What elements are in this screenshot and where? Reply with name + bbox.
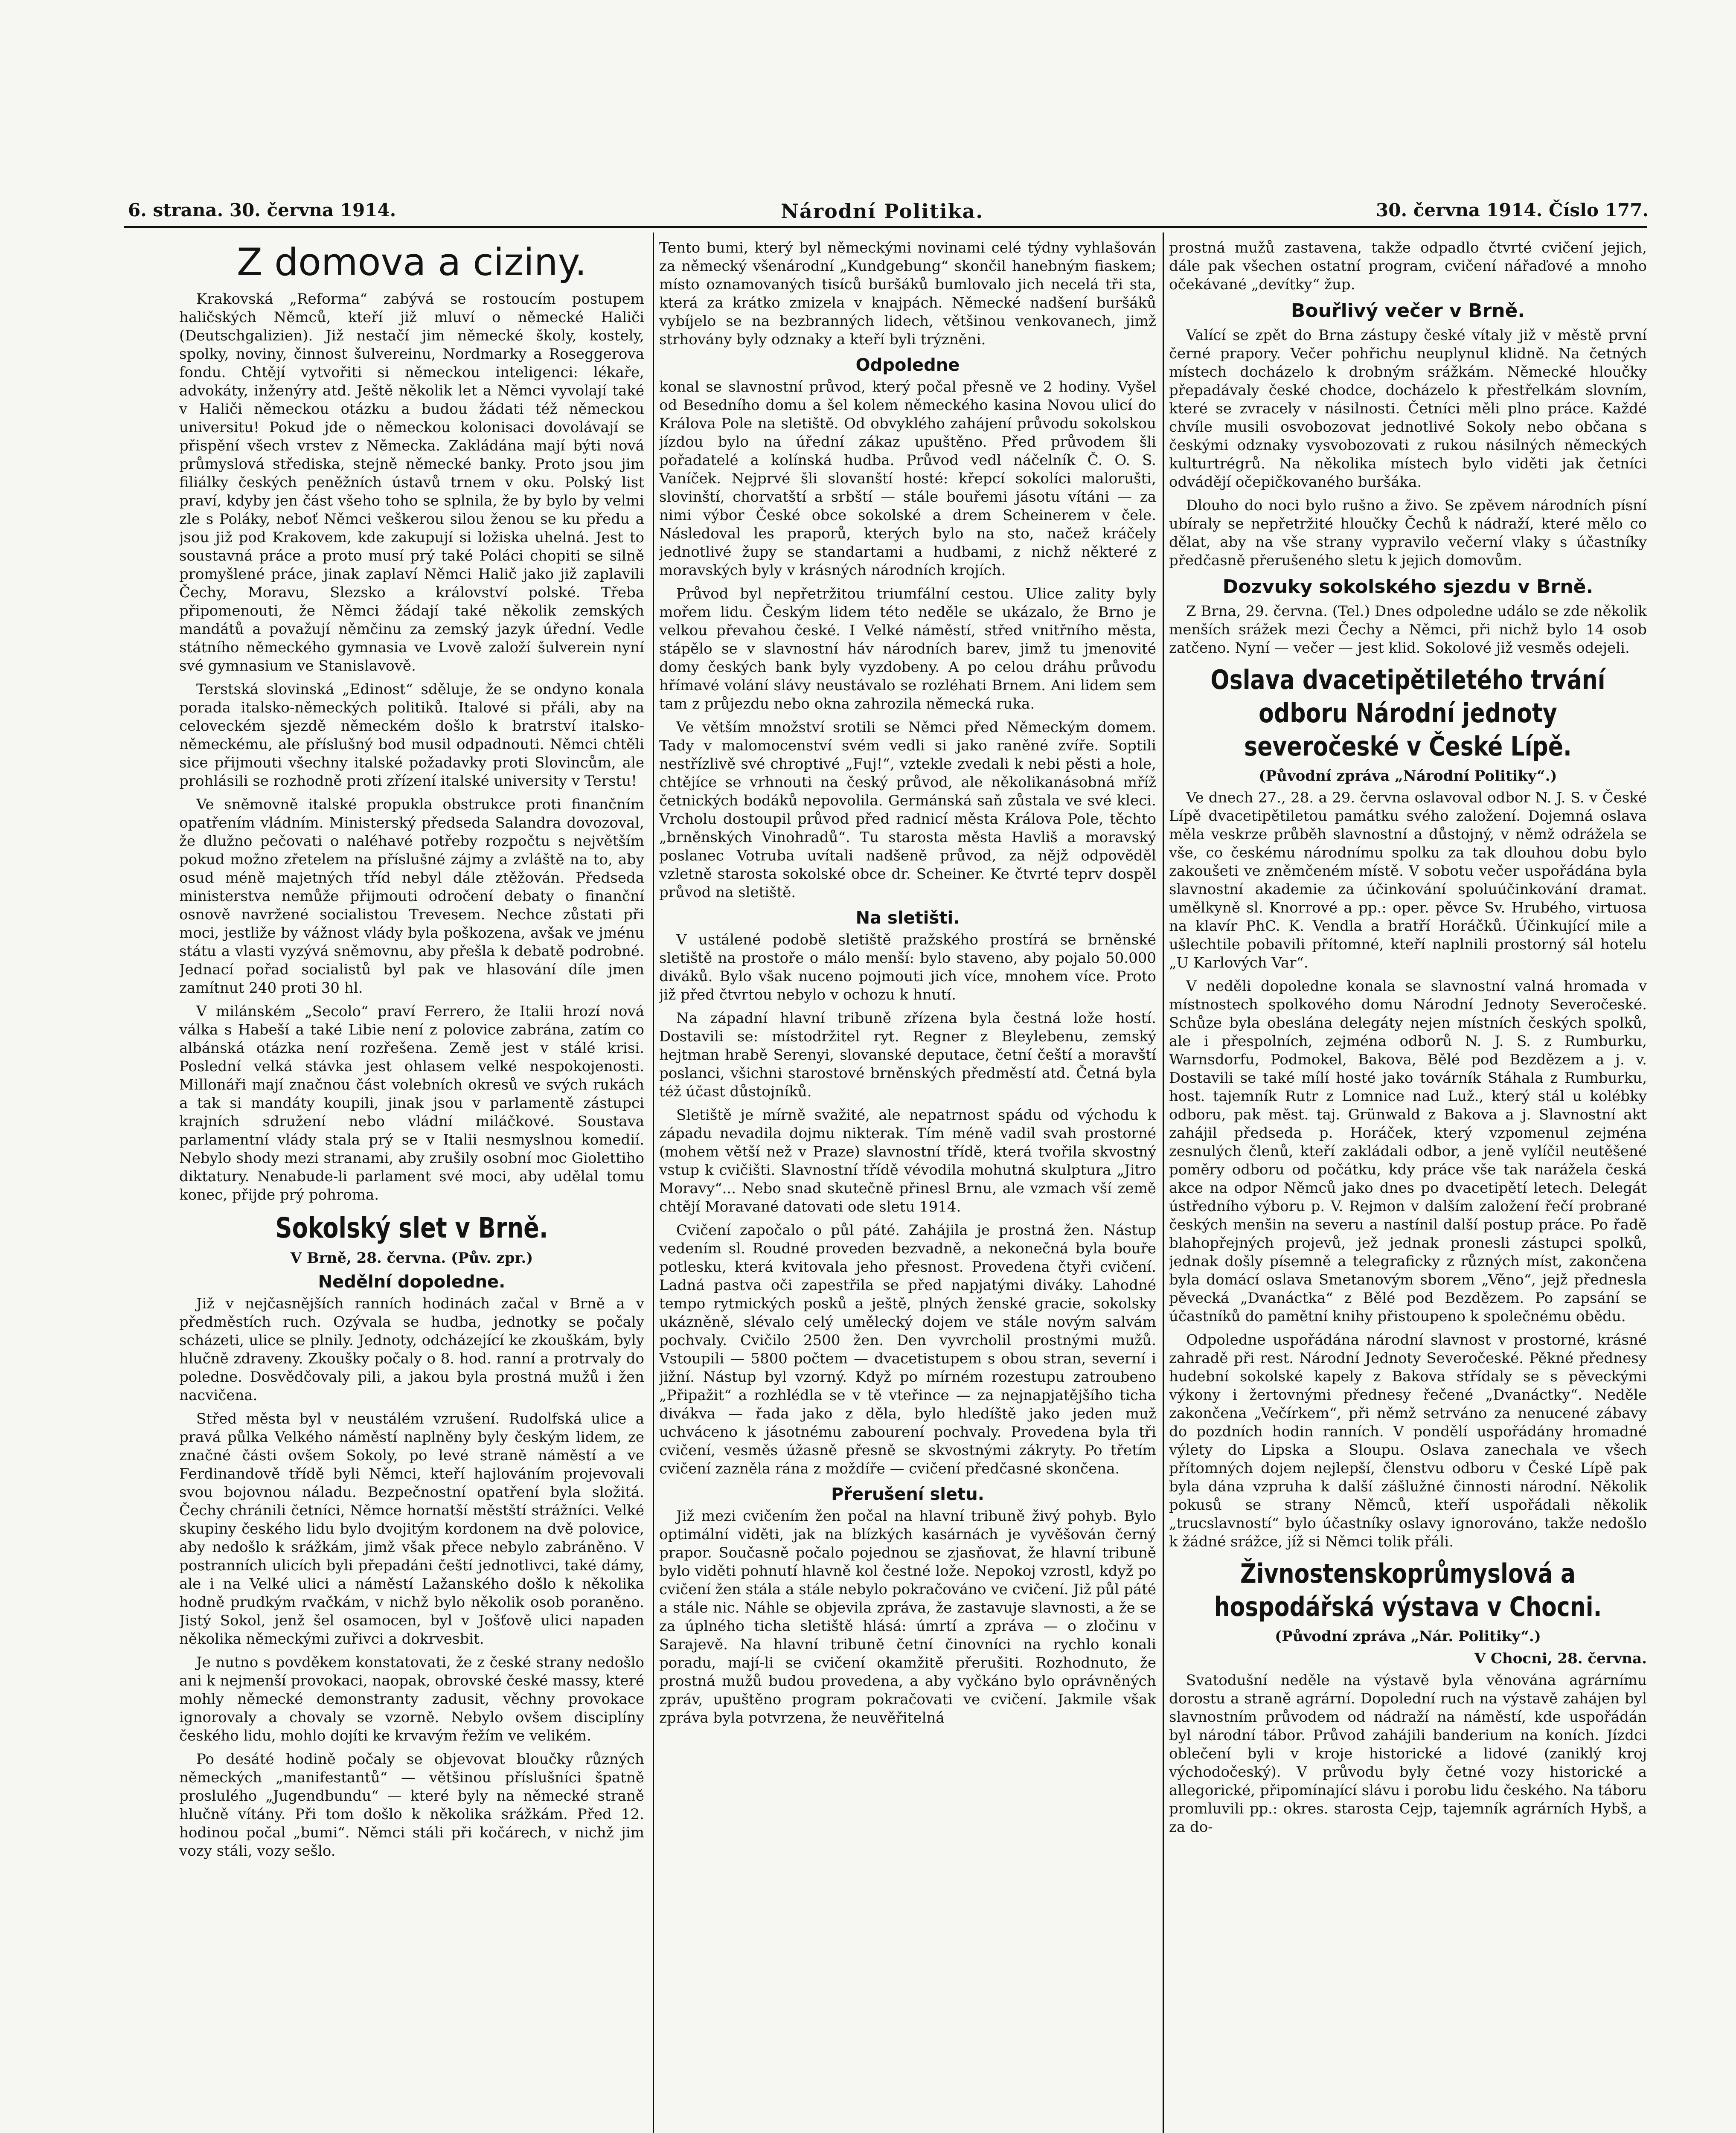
paragraph: prostná mužů zastavena, takže odpadlo čtvrté cvičení jejich, dále pak všechen ostatní program, cvičení nářaďové a mnoho očekávané „devítky“ žup. (1169, 239, 1647, 293)
heading-ceska-lipa: Oslava dvacetipětiletého trvání odboru Národní jednoty severočeské v České Lípě. (1210, 664, 1605, 762)
paragraph: V neděli dopoledne konala se slavnostní valná hromada v místnostech spolkového domu Národní Jednoty Severočeské. Schůze byla obeslána delegáty nejen místních českých spolků, ale i přespolních, zejména odborů N. J. S. z Rumburku, Warnsdorfu, Podmokel, Bakova, Bělé pod Bezdězem a j. v. Dostavili se také mílí hosté jako továrník Stáhala z Rumburku, host. tajemník Rutr z Lomnice nad Luž., který stál u kolébky odboru, pak měst. taj. Grünwald z Bakova a j. Slavnostní akt zahájil předseda p. Horáček, který vzpomenul zejména zesnulých členů, kteří zakládali odbor, a jeně vylíčil neutěšené poměry odboru od počátku, kdy práce vše tak narážela česká akce na odpor Němců jako dnes po dvacetipětí letech. Delegát ústředního výboru p. V. Rejmon v dalším založení řečí probrané českých menšin na severu a nastínil další postup práce. Po řadě blahopřejných projevů, jež jednak pronesli zástupci spolků, jednak došly písemně a telegraficky z různých míst, zakončena byla domácí oslava Smetanovým sborem „Věno“, jejž přednesla pěvecká „Dvanáctka“ z Bělé pod Bezdězem. Po zapsání se účastníků do pamětní knihy přistoupeno k společnému obědu. (1169, 978, 1647, 1325)
newspaper-masthead: Národní Politika. (781, 200, 984, 223)
paragraph: Po desáté hodině počaly se objevovat bloučky různých německých „manifestantů“ — většinou příslušníci špatně proslulého „Jugendbundu“ — které byly na německé straně hlučně vítány. Při tom došlo k několika srážkám. Před 12. hodinou počal „bumi“. Němci stáli při kočárech, v nichž jim vozy stáli, vozy sešlo. (179, 1751, 644, 1860)
paragraph: Ve dnech 27., 28. a 29. června oslavoval odbor N. J. S. v České Lípě dvacetipětiletou památku svého založení. Dojemná oslava měla veskrze průběh slavnostní a důstojný, v němž odrážela se vše, co českému národnímu spolku za tak dlouhou dobu bylo zakoušeti ve zněmčeném místě. V sobotu večer uspořádána byla slavnostní akademie za účinkování spoluúčinkování dramat. umělkyně sl. Knorrové a pp.: oper. pěvce Sv. Hrubého, virtuosa na klavír PhC. K. Vendla a bratří Horáčků. Účinkující mile a ušlechtile pobavili přítomné, kteří naplnili prostorný sál hotelu „U Karlových Var“. (1169, 789, 1647, 971)
paragraph: Cvičení započalo o půl páté. Zahájila je prostná žen. Nástup vedením sl. Roudné proveden bezvadně, a nekonečná byla bouře potlesku, která kvitovala jeho přesnost. Provedena čtyři cvičení. Ladná pastva oči zapestřila se před napjatými diváky. Lahodné tempo rytmických posků a ještě, plných ženské gracie, sokolsky ukázněně, slévalo celý umělecký dojem ve stále novým salvám pochvaly. Cvičilo 2500 žen. Den vyvrcholil prostnými mužů. Vstoupili — 5800 počtem — dvacetistupem s obou stran, severní i jižní. Nástup byl vzorný. Když po mírném rozestupu zatroubeno „Připažit“ a rozhlédla se v tě vteřince — za nejnapjatějšího ticha divákva — řada jako z děla, bylo hledíště jako jeden muž uchváceno k jásotnému zabourení pochvaly. Provedena byla tři cvičení, vesměs úžasně přesně se skvostnými zákryty. Po třetím cvičení zazněla rána z moždíře — cvičení předčasné skončena. (659, 1222, 1156, 1477)
paragraph: Valící se zpět do Brna zástupy české vítaly již v městě první černé prapory. Večer pohřichu neuplynul klidně. Na četných místech docházelo k drobným srážkám. Německé hloučky přepadávaly české chodce, docházelo k přestřelkám slovním, které se zvracely v násilnosti. Četníci měli plno práce. Každé chvíle musili osvobozovat jednotlivé Sokoly nebo občana s českými odznaky vysvobozovati z rukou násilných německých kulturtrégrů. Na několika místech bylo viděti jak četníci odvádějí očepičkovaného buršáka. (1169, 327, 1647, 491)
article-italian-chamber: Ve sněmovně italské propukla obstrukce proti finančním opatřením vládním. Ministerský předseda Salandra dovozoval, že dlužno pečovati o naléhavé potřeby rozpočtu s největším pokud možno zřetelem na příslušné zájmy a zvláště na to, aby osud méně majetných tříd nebyl dále ztěžován. Předseda ministerstva nemůže přijmouti odročení debaty o finanční osnově navržené socialistou Trevesem. Nechce zůstati při moci, jestliže by vážnost vlády byla poškozena, avšak ve jménu státu a vlasti vyzývá sněmovnu, aby přešla k debatě podrobné. Jednací pořad socialistů byl pak ve hlasování díle jmen zamítnut 240 proti 30 hl. (179, 796, 644, 997)
dateline-brno: V Brně, 28. června. (Pův. zpr.) (290, 1250, 533, 1267)
paragraph: V ustálené podobě sletiště pražského prostírá se brněnské sletiště na prostoře o málo menší: bylo staveno, aby pojalo 50.000 diváků. Bylo však nuceno pojmouti jich více, mnohem více. Proto již před čtvrtou nebylo v ochozu k hnutí. (659, 931, 1156, 1003)
subheading-afternoon: Odpoledne (855, 355, 960, 375)
heading-chocen-exhibition: Živnostenskoprůmyslová a hospodářská výstava v Chocni. (1214, 1558, 1602, 1622)
subheading-stormy-evening: Bouřlivý večer v Brně. (1291, 300, 1525, 322)
paragraph: konal se slavnostní průvod, který počal přesně ve 2 hodiny. Vyšel od Besedního domu a šel kolem německého kasina Novou ulicí do Králova Pole na sletiště. Od obvyklého zahájení průvodu sokolskou jízdou bylo na úřední zákaz upuštěno. Před průvodem šli pořadatelé a kolínská hudba. Průvod vedl náčelník Č. O. S. Vaníček. Nejprvé šli slovanští hosté: křepcí sokolíci malorušti, slovinští, chorvatští a srbští — stále bouřemi jásotu vítáni — za nimi výbor České obce sokolské a drem Scheinerem v čele. Následoval les praporů, kterých bylo na sto, načež kráčely jednotlivé župy se standartami a hudbami, z nichž některé z moravských byly v krásných národních krojích. (659, 378, 1156, 579)
article-reforma: Krakovská „Reforma“ zabývá se rostoucím postupem haličských Němců, kteří již mluví o německé Haliči (Deutschgalizien). Již nestačí jim německé školy, kostely, spolky, noviny, činnost šulvereinu, Nordmarky a Roseggerova fondu. Chtějí vytvořiti si německou inteligenci: lékaře, advokáty, inženýry atd. Ještě několik let a Němci vyvolají také v Haliči německou otázku a budou žádati též německou universitu! Pokud jde o německou kolonisaci dovolávají se přispění všech vrstev z Německa. Zakládána mají býti nová průmyslová střediska, stejně německé banky. Proto jsou jim filiálky českých peněžních ústavů trnem v oku. Polský list praví, kdyby jen část všeho toho se splnila, že by bylo by velmi zle s Poláky, neboť Němci veškerou silou ženou se ku předu a jsou již pod Krakovem, kde zakupují si ložiska uhelná. Jest to soustavná práce a proto musí prý také Poláci chopiti se silně promyšlené práce, jinak zaplaví Němci Halič jako již zaplavili Čechy, Moravu, Slezsko a království polské. Třeba připomenouti, že Němci žádají také několik zemských mandátů a považují němčinu za zemský jazyk úřední. Vedle státního německého gymnasia ve Lvově založí šulverein nyní své gymnasium ve Stanislavově. (179, 291, 644, 674)
source-note: (Původní zpráva „Národní Politiky“.) (1259, 767, 1557, 785)
header-rule (124, 226, 1647, 228)
article-secolo: V milánském „Secolo“ praví Ferrero, že Italii hrozí nová válka s Habeší a také Libie není z polovice zabrána, zatím co albánská otázka není rozřešena. Země jest v stálé krisi. Poslední velká stávka jest ohlasem velké nespokojenosti. Millonáři mají značnou část volebních okresů ve svých rukách a tak si mandáty koupili, jinak jsou v parlamentě zástupci krajních sdružení nebo vládní miláčkové. Soustava parlamentní vlády stala prý se v Italii nesmyslnou komedií. Nebylo shody mezi stranami, aby zrušily osobní moc Giolettiho diktatury. Nenabude-li parlament své moci, aby udělal tomu konec, přijde prý pohroma. (179, 1003, 644, 1203)
paragraph: Střed města byl v neustálém vzrušení. Rudolfská ulice a pravá půlka Velkého náměstí naplněny byly českým lidem, ze značné části ovšem Sokoly, po levé straně náměstí a ve Ferdinandově třídě byli Němci, kteří hajlováním projevovali svou bojovnou náladu. Bezpečnostní opatření byla složitá. Čechy chránili četníci, Němce hornatší městští strážníci. Velké skupiny českého lidu bylo dvojitým kordonem na dvě polovice, aby nedošlo k srážkám, jimž však přece nebylo zabráněno. V postranních ulicích byli přepadáni čeští jednotlivci, také dámy, ale i na Velké ulici a náměstí Lažanského došlo k několika hodně prudkým rvačkám, v nichž bylo několik osob poraněno. Jistý Sokol, jenž šel osamocen, byl v Jošťově ulici napaden několika německými zuřivci a dokrvesbit. (179, 1410, 644, 1648)
paragraph: Již mezi cvičením žen počal na hlavní tribuně živý pohyb. Bylo optimální viděti, jak na blízkých kasárnách je vyvěšován černý prapor. Současně počalo pojednou se zjasňovat, že hlavní tribuně bylo viděti pohnutí hlavně kol čestné lože. Nepokoj vzrostl, když po cvičení žen stála a stále nebylo pokračováno ve cvičení. Již půl páté a stále nic. Náhle se objevila zpráva, že zastavuje slavnosti, a že se za úplného ticha sletiště hlásá: úmrtí a zpráva — o zločinu v Sarajevě. Na hlavní tribuně četní činovníci na rychlo konali poradu, mají-li se cvičení okamžitě přerušiti. Rozhodnuto, že prostná mužů budou provedena, a aby vyčkáno bylo oprávněných zpráv, upuštěno program pokračovati ve cvičení. Jakmile však zpráva byla potvrzena, že neuvěřitelná (659, 1508, 1156, 1726)
column-1 (179, 239, 644, 2133)
column-3 (1169, 239, 1647, 2133)
subheading-slet-interrupted: Přerušení sletu. (831, 1485, 984, 1504)
subheading-aftermath: Dozvuky sokolského sjezdu v Brně. (1222, 576, 1594, 598)
paragraph: Z Brna, 29. června. (Tel.) Dnes odpoledne událo se zde několik menších srážek mezi Čechy a Němci, při nichž bylo 14 osob zatčeno. Nyní — večer — jest klid. Sokolové již vesměs odejeli. (1169, 603, 1647, 657)
heading-sokol-slet: Sokolský slet v Brně. (275, 1212, 548, 1244)
page-header-right: 30. června 1914. Číslo 177. (1376, 200, 1649, 221)
page-header-left: 6. strana. 30. června 1914. (128, 200, 396, 221)
paragraph: Odpoledne uspořádána národní slavnost v prostorné, krásné zahradě při rest. Národní Jednoty Severočeské. Pěkné přednesy hudební sokolské kapely z Bakova střídaly se s pěveckými výkony i žertovnými přednesy řečené „Dvanáctky“. Neděle zakončena „Večírkem“, při němž setrváno za nenucené zábavy do pozdních hodin ranních. V pondělí uspořádány hromadné výlety do Lipska a Sloupu. Oslava zanechala ve všech přítomných dojem nejlepší, členstvu odboru v České Lípě pak byla dána vzpruha k další zášlužné činnosti národní. Několik pokusů se strany Němců, kteří uspořádali několik „trucslavností“ bylo účastníky oslavy ignorováno, takže nedošlo k žádné srážce, jíž si Němci tolik přáli. (1169, 1331, 1647, 1550)
column-2 (659, 239, 1156, 2133)
paragraph: Svatodušní neděle na výstavě byla věnována agrárnímu dorostu a straně agrární. Dopolední ruch na výstavě zahájen byl slavnostním průvodem od nádraží na náměstí, kde uspořádán byl národní tábor. Průvod zahájili banderium na koních. Jízdci oblečení byli v kroje historické a lidové (zaniklý kroj východočeský). V průvodu byly četné vozy historické a allegorické, připomínající slávu i porobu lidu českého. Na táboru promluvili pp.: okres. starosta Cejp, tajemník agrárních Hybš, a za do- (1169, 1672, 1647, 1836)
section-heading-home-abroad: Z domova a ciziny. (236, 240, 587, 284)
paragraph: Dlouho do noci bylo rušno a živo. Se zpěvem národních písní ubíraly se nepřetržité hloučky Čechů k nádraží, které mělo co dělat, aby na vše strany vypravilo večerní vlaky s účastníky předčasně přerušeného sletu k jejich domovům. (1169, 497, 1647, 569)
source-note: (Původní zpráva „Nár. Politiky“.) (1275, 1628, 1541, 1645)
article-edinost: Terstská slovinská „Edinost“ sděluje, že se ondyno konala porada italsko-německých politiků. Italové si přáli, aby na celoveckém sjezdě německém došlo k bratrství italsko-německému, ale příslušný bod musil odpadnouti. Němci chtěli sice přijmouti všechny italské požadavky proti Slovincům, ale prohlásili se rozhodně proti zřízení italské university v Terstu! (179, 681, 644, 790)
paragraph: Je nutno s povděkem konstatovati, že z české strany nedošlo ani k nejmenší provokaci, naopak, obrovské české massy, které mohly německé demonstranty zadusit, věchny provokace ignorovaly a chovaly se vzorně. Nebylo ovšem disciplíny českého lidu, mohlo dojíti ke krvavým řežím ve velikém. (179, 1654, 644, 1744)
paragraph: Průvod byl nepřetržitou triumfální cestou. Ulice zality byly mořem lidu. Českým lidem této neděle se ukázalo, že Brno je velkou převahou české. I Velké náměstí, střed vnitřního města, stápělo se v slavnostní háv národních barev, jimž tu jmenovité domy českých bank byly vyzdobeny. A po celou dráhu průvodu hřímavé volání slávy neustávalo se rozléhati Brnem. Ani lidem sem tam z průjezdu nebo okna zahrozila německá ruka. (659, 585, 1156, 712)
paragraph: Sletiště je mírně svažité, ale nepatrnost spádu od východu k západu nevadila dojmu nikterak. Tím méně vadil svah prostorné (mohem větší než v Praze) slavnostní třídě, která tvořila skvostný vstup k cvičišti. Slavnostní třídě vévodila mohutná skulptura „Jitro Moravy“... Nebo snad skutečně přinesl Brnu, ale vzmach vší země chtějí Moravané datovati ode sletu 1914. (659, 1107, 1156, 1215)
column-divider-1 (653, 232, 654, 2133)
dateline-chocen: V Chocni, 28. června. (1474, 1650, 1647, 1667)
paragraph: Na západní hlavní tribuně zřízena byla čestná lože hostí. Dostavili se: místodržitel ryt. Regner z Bleylebenu, zemský hejtman hrabě Serenyi, slovanské deputace, četní čeští a moravští poslanci, všichni starostové brněnských předměstí atd. Četná byla též účast důstojníků. (659, 1010, 1156, 1100)
subheading-at-sletiste: Na sletišti. (855, 908, 960, 928)
paragraph: Ve větším množství srotili se Němci před Německým domem. Tady v malomocenství svém vedli si jako raněné zvíře. Soptili nestřízlivě své chroptivé „Fuj!“, vztekle zvedali k nebi pěsti a hole, chtějíce se vrhnouti na český průvod, ale několikanásobná mříž četnických bodáků nepovolila. Germánská saň zůstala ve své kleci. Vrcholu dostoupil průvod před radnicí města Králova Pole, těchto „brněnských Vinohradů“. Tu starosta města Havliš a moravský poslanec Votruba uvítali nadšeně průvod, za nějž odpověděl vzletně starosta sokolské obce dr. Scheiner. Ke čtvrté teprv dospěl průvod na sletiště. (659, 719, 1156, 901)
column-divider-2 (1163, 232, 1164, 2133)
paragraph: Tento bumi, který byl německými novinami celé týdny vyhlašován za německý všenárodní „Kundgebung“ skončil hanebným fiaskem; místo oznamovaných tisíců buršáků bumlovalo jich necelá tři sta, která za krátko zmizela v knajpách. Německé nadšení buršáků vybíjelo se na bezbranných lidech, většinou venkovanech, jimž strhovány byly odznaky a kteří byli trýzněni. (659, 239, 1156, 348)
subheading-sunday-morning: Nedělní dopoledne. (318, 1272, 506, 1292)
paragraph: Již v nejčasnějších ranních hodinách začal v Brně a v předměstích ruch. Ozývala se hudba, jednotky se počaly scházeti, ulice se plnily. Jednoty, odcházející ke zkouškám, byly hlučně zdraveny. Zkoušky počaly o 8. hod. ranní a protrvaly do poledne. Dosvědčovaly pili, a jakou byla prostná mužů i žen nacvičena. (179, 1295, 644, 1404)
